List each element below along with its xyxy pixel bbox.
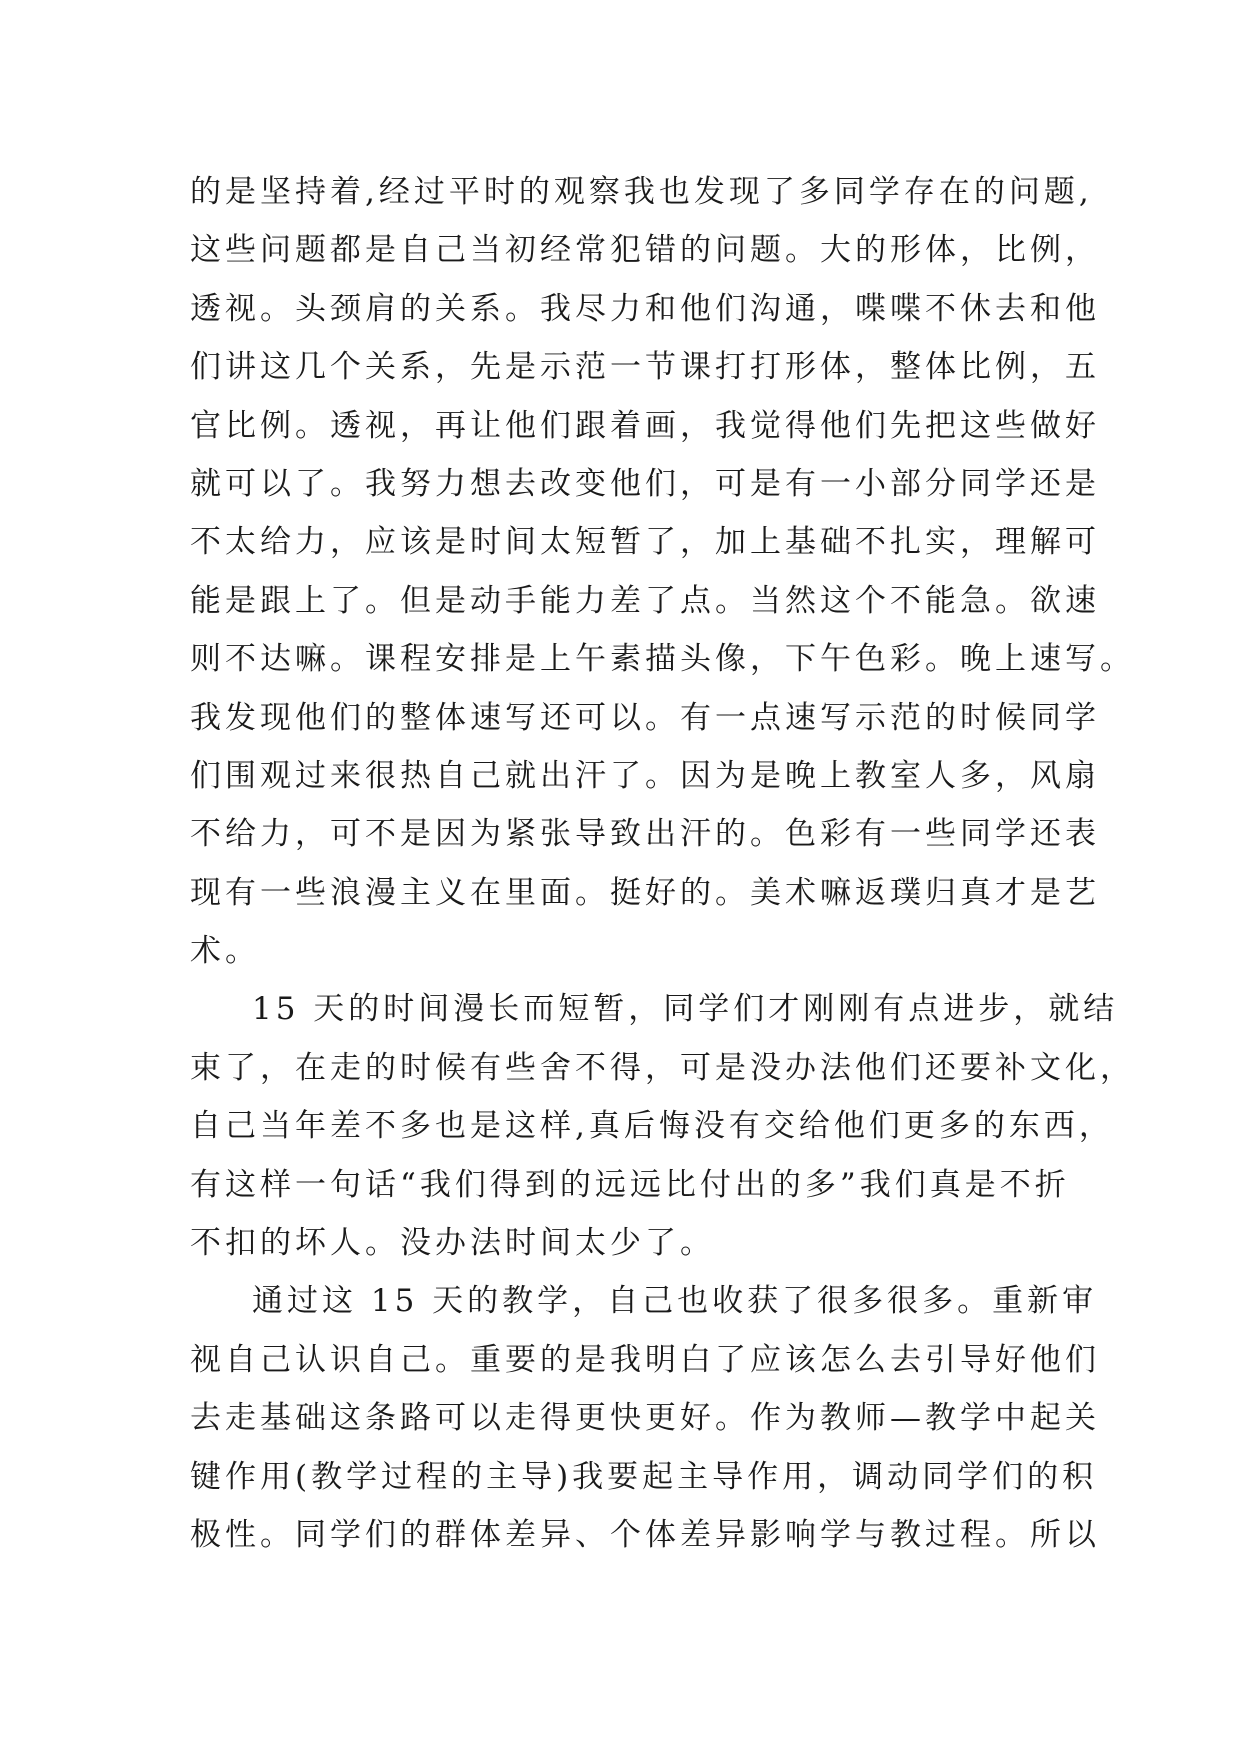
text-line: 能是跟上了。但是动手能力差了点。当然这个不能急。欲速 [190, 582, 1100, 619]
text-line: 自己当年差不多也是这样,真后悔没有交给他们更多的东西， [190, 1108, 1114, 1145]
text-line: 有这样一句话“我们得到的远远比付出的多”我们真是不折 [190, 1166, 1070, 1203]
text-line: 官比例。透视，再让他们跟着画，我觉得他们先把这些做好 [190, 407, 1100, 444]
text-line: 透视。头颈肩的关系。我尽力和他们沟通，喋喋不休去和他 [190, 290, 1100, 327]
text-line: 不扣的坏人。没办法时间太少了。 [190, 1225, 715, 1262]
text-line: 键作用(教学过程的主导)我要起主导作用，调动同学们的积 [190, 1458, 1098, 1495]
text-line: 不太给力，应该是时间太短暂了，加上基础不扎实，理解可 [190, 524, 1100, 561]
body-text [190, 163, 1135, 1564]
text-line: 极性。同学们的群体差异、个体差异影响学与教过程。所以 [190, 1516, 1100, 1553]
text-line: 们讲这几个关系，先是示范一节课打打形体，整体比例，五 [190, 349, 1100, 386]
text-line: 束了，在走的时候有些舍不得，可是没办法他们还要补文化， [190, 1049, 1135, 1086]
text-line: 就可以了。我努力想去改变他们，可是有一小部分同学还是 [190, 465, 1100, 502]
text-line: 的是坚持着,经过平时的观察我也发现了多同学存在的问题, [190, 174, 1093, 210]
paragraph-first-line: 通过这 15 天的教学，自己也收获了很多很多。重新审 [252, 1283, 1098, 1320]
text-line: 去走基础这条路可以走得更快更好。作为教师—教学中起关 [190, 1400, 1100, 1437]
text-line: 术。 [190, 933, 260, 970]
text-line: 现有一些浪漫主义在里面。挺好的。美术嘛返璞归真才是艺 [190, 874, 1100, 911]
paragraph-first-line: 15 天的时间漫长而短暂，同学们才刚刚有点进步，就结 [252, 991, 1119, 1028]
text-line: 们围观过来很热自己就出汗了。因为是晚上教室人多，风扇 [190, 757, 1100, 794]
text-line: 则不达嘛。课程安排是上午素描头像，下午色彩。晚上速写。 [190, 641, 1135, 678]
text-line: 视自己认识自己。重要的是我明白了应该怎么去引导好他们 [190, 1341, 1100, 1378]
text-line: 这些问题都是自己当初经常犯错的问题。大的形体，比例， [190, 232, 1100, 269]
text-line: 我发现他们的整体速写还可以。有一点速写示范的时候同学 [190, 699, 1100, 736]
text-line: 不给力，可不是因为紧张导致出汗的。色彩有一些同学还表 [190, 816, 1100, 853]
